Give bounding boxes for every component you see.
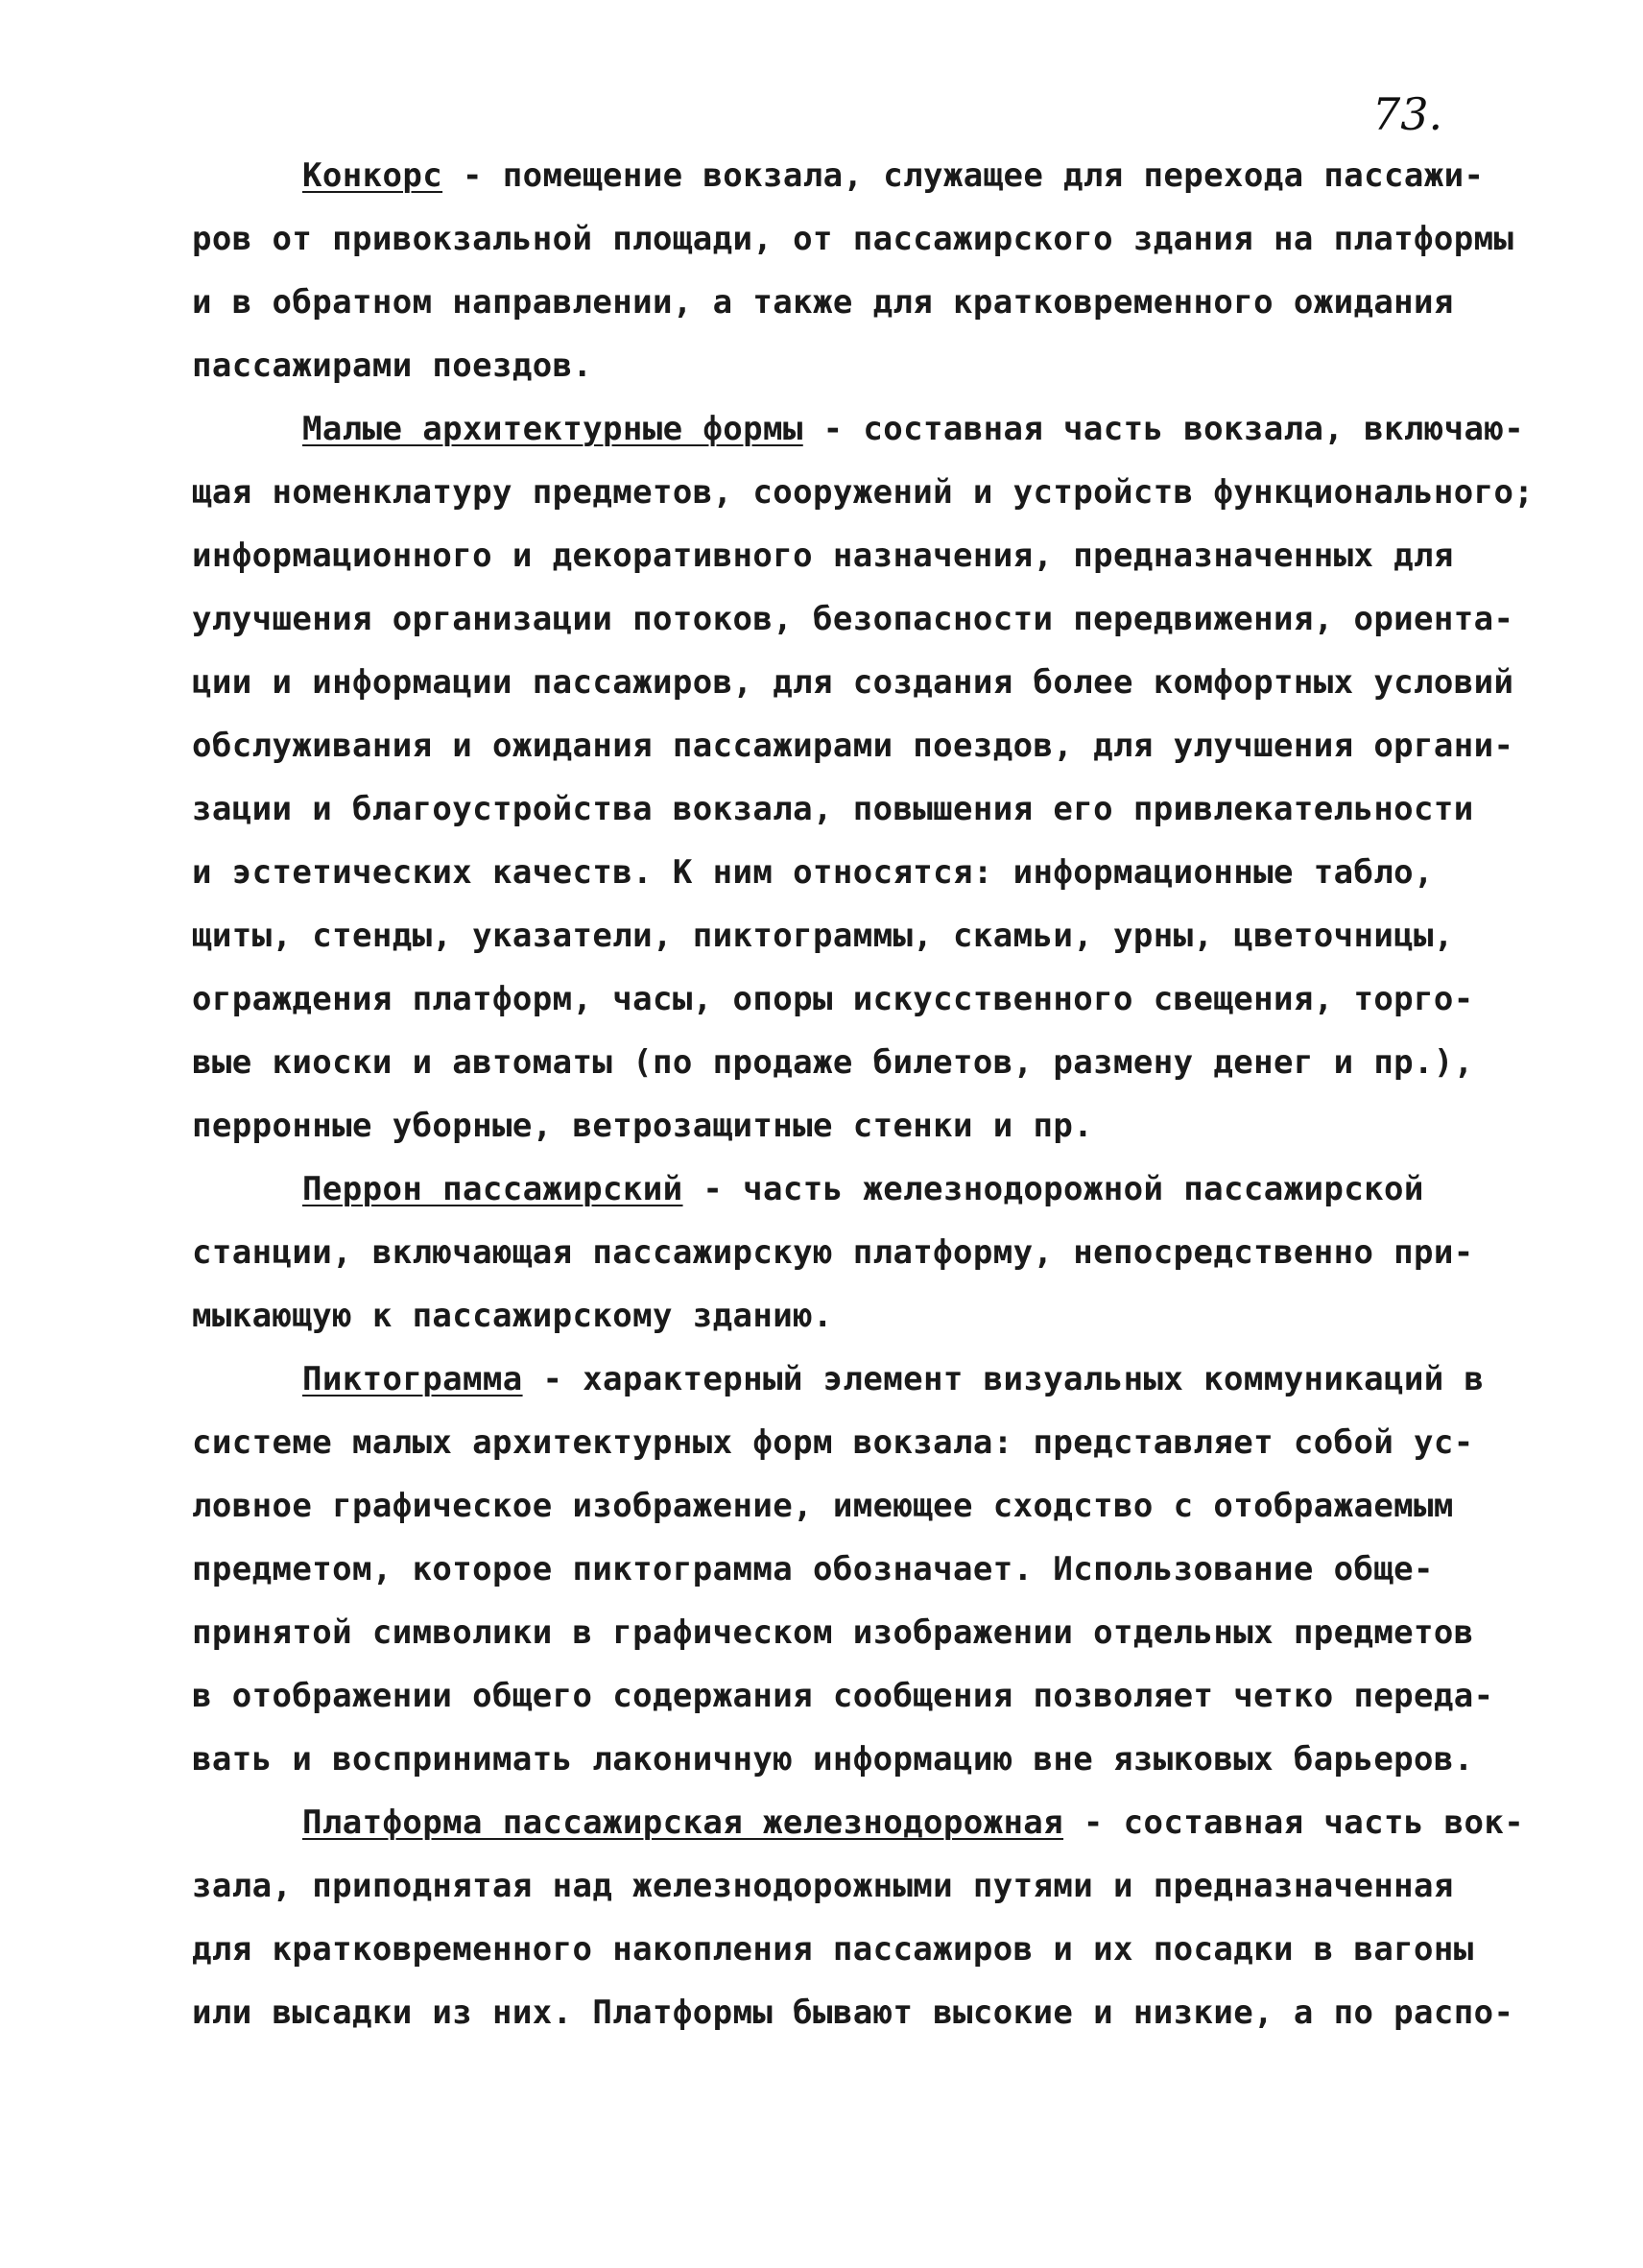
- text-line: ограждения платформ, часы, опоры искусственного свещения, торго-: [192, 980, 1474, 1018]
- definition-text: - составная часть вокзала, включаю-: [802, 410, 1525, 448]
- document-body: [192, 144, 1535, 2044]
- paragraph-first-line: [192, 397, 1525, 461]
- paragraph-platforma: [192, 1791, 1525, 2044]
- text-line: щиты, стенды, указатели, пиктограммы, скамьи, урны, цветочницы,: [192, 917, 1454, 955]
- paragraph-first-line: [192, 1791, 1525, 1854]
- text-line: ловное графическое изображение, имеющее сходство с отображаемым: [192, 1487, 1454, 1525]
- text-line: зала, приподнятая над железнодорожными путями и предназначенная: [192, 1867, 1454, 1905]
- paragraph-first-line: [192, 1158, 1488, 1221]
- paragraph-malye-formy: [192, 397, 1535, 1158]
- paragraph-piktogramma: [192, 1348, 1494, 1791]
- term-heading: Пиктограмма: [302, 1360, 523, 1398]
- definition-text: - характерный элемент визуальных коммуникаций в: [522, 1360, 1485, 1398]
- page-number: 73.: [1372, 88, 1443, 140]
- paragraph-konkors: [192, 144, 1514, 397]
- definition-text: - часть железнодорожной пассажирской: [682, 1170, 1424, 1208]
- paragraph-first-line: [192, 144, 1488, 207]
- text-line: обслуживания и ожидания пассажирами поездов, для улучшения органи-: [192, 727, 1514, 765]
- text-line: системе малых архитектурных форм вокзала: представляет собой ус-: [192, 1423, 1474, 1462]
- text-line: пассажирами поездов.: [192, 346, 593, 385]
- term-heading: Платформа пассажирская железнодорожная: [302, 1803, 1064, 1842]
- text-line: или высадки из них. Платформы бывают высокие и низкие, а по распо-: [192, 1993, 1514, 2032]
- text-line: предметом, которое пиктограмма обозначает. Использование обще-: [192, 1550, 1434, 1588]
- text-line: вать и воспринимать лаконичную информацию вне языковых барьеров.: [192, 1740, 1474, 1779]
- paragraph-perron: [192, 1158, 1488, 1348]
- text-line: в отображении общего содержания сообщения позволяет четко переда-: [192, 1677, 1494, 1715]
- term-heading: Малые архитектурные формы: [302, 410, 803, 448]
- text-line: вые киоски и автоматы (по продаже билетов, размену денег и пр.),: [192, 1043, 1474, 1082]
- text-line: ров от привокзальной площади, от пассажирского здания на платформы: [192, 220, 1514, 258]
- paragraph-first-line: [192, 1348, 1488, 1411]
- text-line: улучшения организации потоков, безопасности передвижения, ориента-: [192, 600, 1514, 638]
- definition-text: - помещение вокзала, служащее для перехода пассажи-: [442, 156, 1485, 195]
- text-line: и в обратном направлении, а также для кратковременного ожидания: [192, 283, 1454, 322]
- term-heading: Перрон пассажирский: [302, 1170, 683, 1208]
- term-heading: Конкорс: [302, 156, 443, 195]
- text-line: для кратковременного накопления пассажиров и их посадки в вагоны: [192, 1930, 1474, 1969]
- text-line: принятой символики в графическом изображении отдельных предметов: [192, 1613, 1474, 1652]
- text-line: зации и благоустройства вокзала, повышения его привлекательности: [192, 790, 1474, 828]
- definition-text: - составная часть вок-: [1063, 1803, 1525, 1842]
- text-line: перронные уборные, ветрозащитные стенки и пр.: [192, 1107, 1094, 1145]
- text-line: ции и информации пассажиров, для создания более комфортных условий: [192, 663, 1514, 702]
- text-line: и эстетических качеств. К ним относятся: информационные табло,: [192, 853, 1434, 892]
- text-line: станции, включающая пассажирскую платформу, непосредственно при-: [192, 1233, 1474, 1272]
- text-line: информационного и декоративного назначения, предназначенных для: [192, 537, 1454, 575]
- text-line: щая номенклатуру предметов, сооружений и устройств функционального;: [192, 473, 1535, 512]
- text-line: мыкающую к пассажирскому зданию.: [192, 1297, 833, 1335]
